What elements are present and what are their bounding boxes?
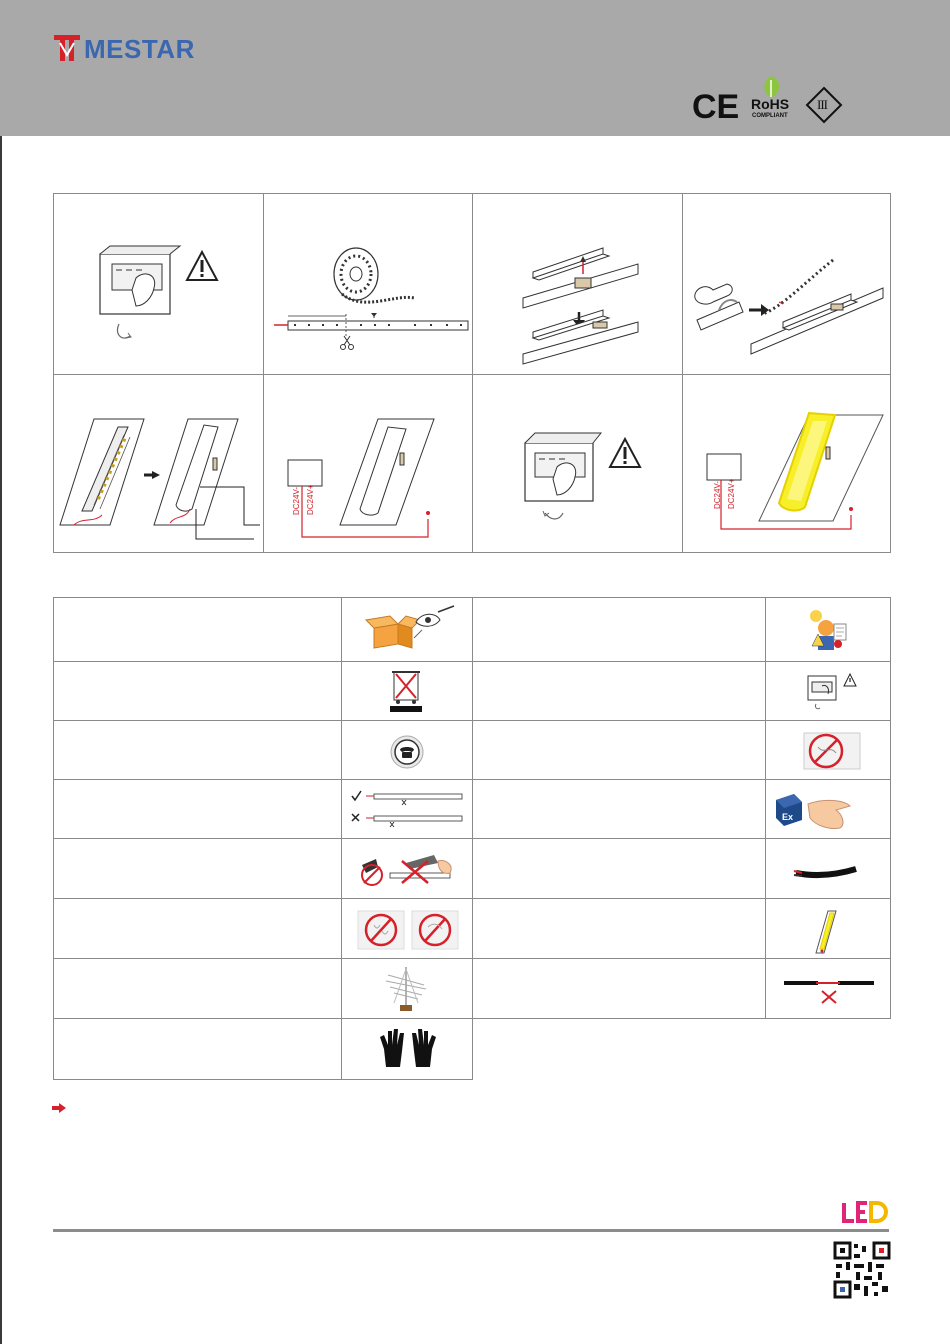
safety-text-cell: [472, 597, 766, 662]
brand-logo: [52, 33, 214, 67]
safety-icon-cell: [341, 838, 473, 899]
safety-text-cell: [53, 661, 342, 721]
safety-icon-cell: [765, 661, 891, 721]
step-mount-base: [473, 194, 683, 375]
cut-at-mark-icon: [342, 780, 474, 840]
safety-icon-cell: [341, 1018, 473, 1080]
safety-text-cell: [472, 661, 766, 721]
safety-text-cell: [472, 958, 766, 1019]
installation-steps-grid: [53, 193, 891, 553]
footer-divider: [53, 1229, 889, 1232]
safety-icon-cell: [341, 597, 473, 662]
ce-mark-icon: [692, 88, 740, 126]
step-power-off: [54, 194, 264, 375]
wire-driver-icon: [264, 375, 473, 553]
wire-label-positive: DC24V+: [306, 484, 315, 515]
no-disposal-icon: [342, 662, 474, 722]
no-water-icon: [342, 899, 474, 960]
no-bending-icon: [766, 721, 892, 781]
peel-adhesive-icon: [683, 194, 891, 375]
insert-profile-icon: [54, 375, 264, 553]
page-frame: [0, 136, 2, 1344]
class-iii-badge: [805, 86, 843, 124]
safety-icon-cell: [341, 898, 473, 959]
inspect-package-icon: [342, 598, 474, 663]
safety-text-cell: [53, 958, 342, 1019]
safety-icon-cell: [341, 720, 473, 780]
step-power-on: [473, 375, 683, 553]
svg-text:Ex: Ex: [782, 812, 794, 822]
safety-icon-cell: [341, 958, 473, 1019]
cut-strip-icon: [264, 194, 473, 375]
no-hammer-icon: [342, 839, 474, 900]
safety-icon-cell: [765, 720, 891, 780]
contact-support-icon: [342, 721, 474, 781]
safety-icon-cell: [765, 898, 891, 959]
safety-text-cell: [53, 838, 342, 899]
safety-icon-cell: [341, 779, 473, 839]
step-insert-profile: [54, 375, 264, 553]
page-header: [0, 0, 950, 136]
safety-text-cell: [472, 720, 766, 780]
qualified-electrician-icon: [766, 598, 892, 663]
safety-text-cell: [472, 779, 766, 839]
qr-code[interactable]: [834, 1242, 890, 1298]
safety-text-cell: [53, 779, 342, 839]
class-iii-label: III: [817, 97, 827, 112]
safety-text-cell: [53, 597, 342, 662]
rohs-label: RoHS: [751, 96, 790, 112]
step-light-on: [683, 375, 891, 553]
svg-text:CE: CE: [692, 88, 740, 126]
light-on-icon: [683, 375, 891, 553]
power-on-icon: [473, 375, 683, 553]
safety-instructions-table: [53, 597, 891, 1080]
safety-icon-cell: [341, 661, 473, 721]
rohs-sub-label: COMPLIANT: [752, 113, 788, 119]
qr-code-icon: [834, 1242, 890, 1298]
safety-icon-cell: [765, 779, 891, 839]
no-explosive-icon: [766, 780, 892, 840]
led-badge: [841, 1200, 889, 1226]
safety-text-cell: [53, 1018, 342, 1080]
safety-icon-cell: [765, 597, 891, 662]
gloves-icon: [342, 1019, 474, 1081]
step-cut-strip: [264, 194, 473, 375]
wire-label-negative-2: DC24V-: [713, 480, 722, 509]
safety-icon-cell: [765, 838, 891, 899]
safety-text-cell: [472, 838, 766, 899]
safety-text-cell: [53, 898, 342, 959]
power-off-icon: [766, 662, 892, 722]
brand-mark-icon: [52, 33, 82, 63]
profile-led-icon: [766, 899, 892, 960]
step-wire-driver: [264, 375, 473, 553]
wire-label-negative: DC24V-: [292, 486, 301, 515]
mount-base-icon: [473, 194, 683, 375]
wire-label-positive-2: DC24V+: [727, 478, 736, 509]
safety-icon-cell: [765, 958, 891, 1019]
safety-text-cell: [472, 898, 766, 959]
step-peel-adhesive: [683, 194, 891, 375]
note-arrow-icon: [52, 1103, 66, 1113]
no-lightning-icon: [342, 959, 474, 1020]
power-off-icon: [54, 194, 264, 375]
no-short-circuit-icon: [766, 959, 892, 1020]
cable-icon: [766, 839, 892, 900]
led-badge-icon: [841, 1200, 889, 1226]
safety-text-cell: [53, 720, 342, 780]
brand-name: MESTAR: [84, 34, 195, 64]
rohs-badge: [748, 74, 794, 122]
